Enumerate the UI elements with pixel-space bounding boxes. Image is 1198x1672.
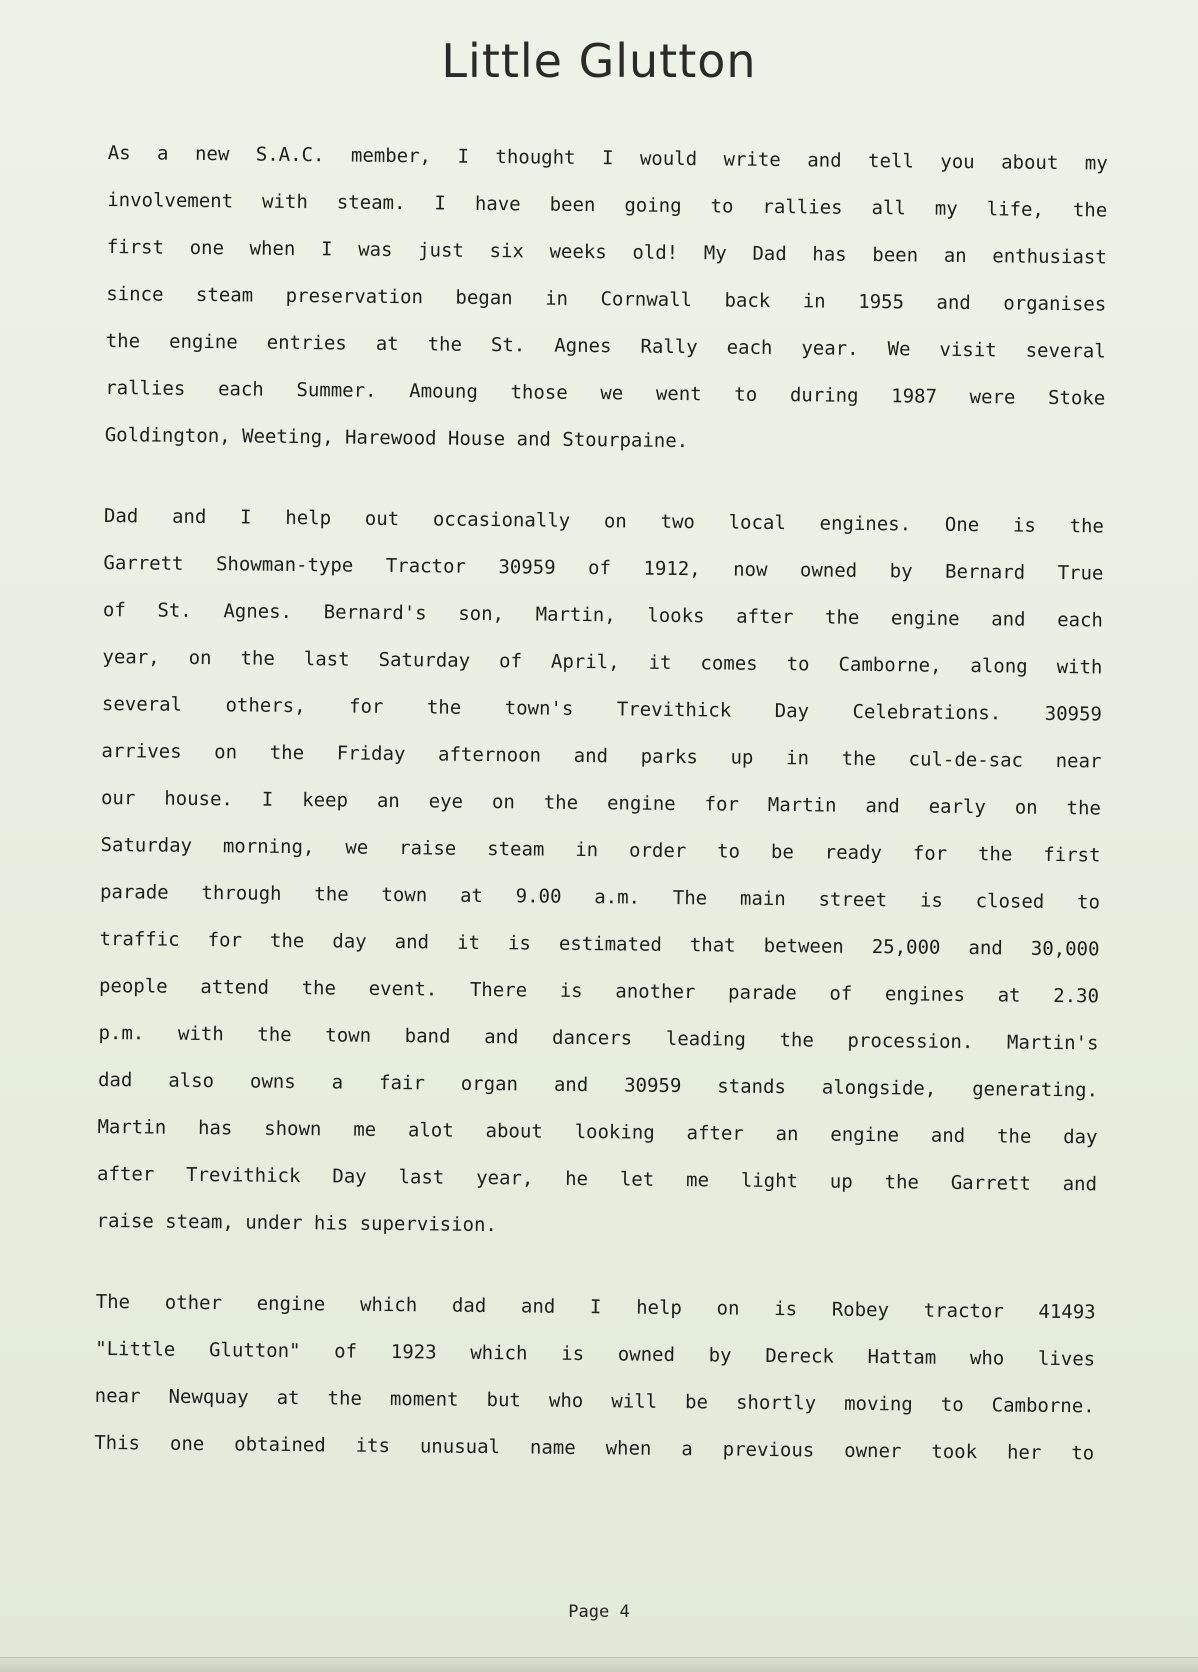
text-line: near Newquay at the moment but who will be shortly moving to Camborne. [94,1384,1095,1418]
page-bottom-edge [0,1657,1198,1672]
page-number: Page 4 [568,1602,630,1622]
page-title: Little Glutton [441,34,757,88]
text-line: parade through the town at 9.00 a.m. The main street is closed to [99,880,1101,914]
text-line: raise steam, under his supervision. [96,1209,498,1237]
paragraph-3 [94,1279,1096,1477]
text-line: Saturday morning, we raise steam in order to be ready for the first [100,833,1101,867]
text-line: As a new S.A.C. member, I thought I would write and tell you about my [107,141,1108,175]
text-line: involvement with steam. I have been going to rallies all my life, the [107,188,1108,222]
text-line: year, on the last Saturday of April, it comes to Camborne, along with [102,645,1103,679]
text-line: of St. Agnes. Bernard's son, Martin, looks after the engine and each [102,598,1104,632]
text-line: The other engine which dad and I help on is Robey tractor 41493 [95,1290,1096,1324]
text-line: arrives on the Friday afternoon and parks up in the cul-de-sac near [101,739,1102,773]
text-line: p.m. with the town band and dancers leading the procession. Martin's [98,1021,1099,1055]
text-line: the engine entries at the St. Agnes Rally each year. We visit several [105,329,1106,363]
paragraph-1 [105,130,1108,469]
text-line: Dad and I help out occasionally on two local engines. One is the [103,504,1105,538]
text-line: several others, for the town's Trevithick Day Celebrations. 30959 [101,692,1103,726]
text-line: This one obtained its unusual name when a previous owner took her to [94,1431,1095,1465]
text-line: people attend the event. There is another parade of engines at 2.30 [98,974,1100,1008]
text-line: rallies each Summer. Amoung those we went to during 1987 were Stoke [105,376,1106,410]
text-line: our house. I keep an eye on the engine for Martin and early on the [100,786,1102,820]
text-line: dad also owns a fair organ and 30959 stands alongside, generating. [97,1068,1099,1102]
text-line: Martin has shown me alot about looking after an engine and the day [97,1115,1098,1149]
paragraph-2 [96,493,1104,1255]
text-line: Goldington, Weeting, Harewood House and Stourpaine. [104,423,689,453]
text-line: traffic for the day and it is estimated that between 25,000 and 30,000 [99,927,1100,961]
text-line: first one when I was just six weeks old! My Dad has been an enthusiast [106,235,1107,269]
text-line: Garrett Showman-type Tractor 30959 of 1912, now owned by Bernard True [103,551,1104,585]
text-line: "Little Glutton" of 1923 which is owned by Dereck Hattam who lives [95,1337,1096,1371]
article-body [94,130,1108,1511]
text-line: since steam preservation began in Cornwall back in 1955 and organises [106,282,1107,316]
text-line: after Trevithick Day last year, he let me light up the Garrett and [96,1162,1098,1196]
